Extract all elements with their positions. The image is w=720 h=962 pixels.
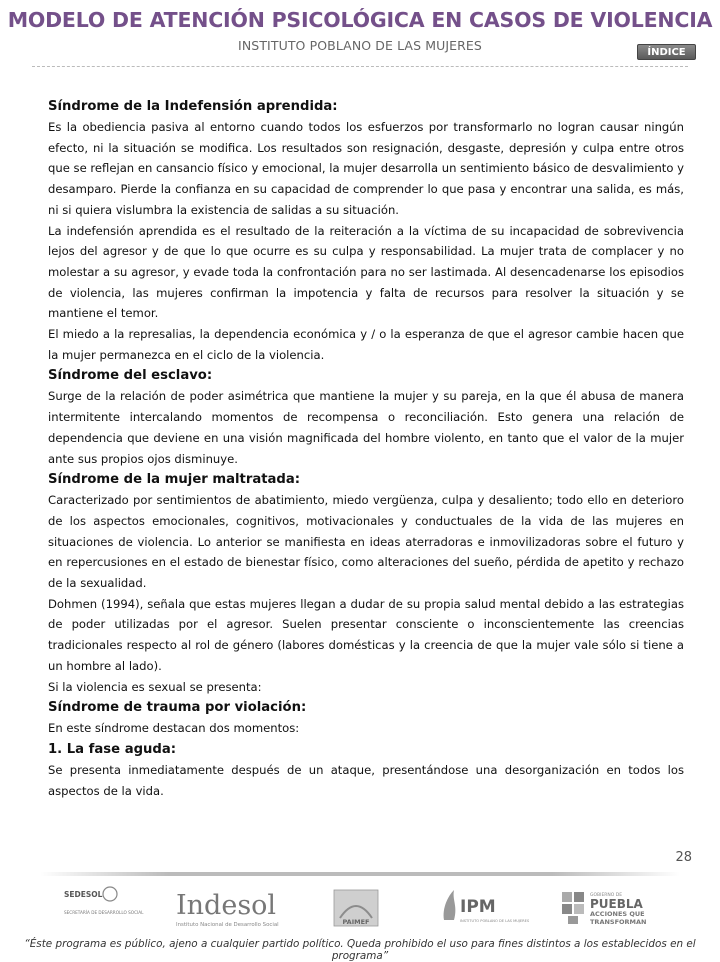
section-heading: Síndrome de trauma por violación: xyxy=(48,700,307,716)
section-heading: 1. La fase aguda: xyxy=(48,741,177,757)
puebla-logo xyxy=(560,884,690,940)
paragraph: En este síndrome destacan dos momentos: xyxy=(48,721,300,736)
section-mujer-maltratada xyxy=(48,469,684,697)
footer-logos xyxy=(48,884,690,944)
paragraph: Surge de la relación de poder asimétrica que mantiene la mujer y su pareja, en la que él abusa de manera intermitente intercalando momentos de recompensa o reconciliación. Esto genera una relación de dependencia que deviene en una visión magnificada del hombre violento, en tanto que el valor de la mujer ante sus propios ojos disminuye. xyxy=(48,389,684,466)
section-trauma-violacion xyxy=(48,697,684,739)
section-heading: Síndrome del esclavo: xyxy=(48,368,213,384)
paragraph: Es la obediencia pasiva al entorno cuando todos los esfuerzos por transformarlo no logran causar ningún efecto, ni la situación se modifica. Los resultados son resignación, desgaste, depresión y culpa entre otros que se reflejan en cansancio físico y emocional, la mujer desarrolla un sentimiento básico de desvalimiento y desamparo. Pierde la confianza en su capacidad de comprender lo que pasa y encontrar una salida, es más, ni si quiera vislumbra la existencia de salidas a su situación. xyxy=(48,120,684,217)
paragraph: Si la violencia es sexual se presenta: xyxy=(48,679,262,694)
sedesol-subtitle: SECRETARÍA DE DESARROLLO SOCIAL xyxy=(64,910,144,915)
seal-icon xyxy=(103,887,117,901)
section-fase-aguda xyxy=(48,739,684,801)
footer-disclaimer: “Éste programa es público, ajeno a cualquier partido político. Queda prohibido el uso para fines distintos a los establecidos en el programa” xyxy=(24,938,696,962)
sedesol-wordmark: SEDESOL xyxy=(64,890,103,899)
puebla-wordmark: PUEBLA xyxy=(590,897,643,911)
sedesol-logo xyxy=(62,884,144,940)
section-esclavo xyxy=(48,365,684,469)
ipm-subtitle: INSTITUTO POBLANO DE LAS MUJERES xyxy=(460,919,530,923)
indesol-wordmark: Indesol xyxy=(176,890,277,921)
indesol-subtitle: Instituto Nacional de Desarrollo Social xyxy=(176,922,279,928)
institution-subtitle: INSTITUTO POBLANO DE LAS MUJERES xyxy=(238,38,482,53)
paragraph: La indefensión aprendida es el resultado de la reiteración a la víctima de su incapacidad de sobrevivencia lejos del agresor y de que lo que ocurre es su culpa y responsabilidad. La mujer trata de complacer y no molestar a su agresor, y evade toda la confrontación para no ser lastimada. Al desencadenarse los episodios de violencia, las mujeres confirman la impotencia y falta de recursos para resolver la situación y se mantiene el temor. xyxy=(48,223,684,321)
puebla-tagline-1: ACCIONES QUE xyxy=(590,910,645,918)
section-heading: Síndrome de la Indefensión aprendida: xyxy=(48,99,338,114)
flame-icon xyxy=(444,890,456,920)
paimef-logo xyxy=(332,884,380,940)
puebla-top-text: GOBIERNO DE xyxy=(590,893,623,898)
section-indefension xyxy=(48,96,684,365)
paimef-wordmark: PAIMEF xyxy=(342,918,370,926)
puebla-tagline-2: TRANSFORMAN xyxy=(590,918,647,926)
ipm-logo xyxy=(438,884,530,940)
paragraph: Se presenta inmediatamente después de un ataque, presentándose una desorganización en todos los aspectos de la vida. xyxy=(48,762,684,798)
paragraph: Dohmen (1994), señala que estas mujeres llegan a dudar de su propia salud mental debido a las estrategias de poder utilizadas por el agresor. Suelen presentar consciente o inconscientemente las creencias tradicionales respecto al rol de género (labores domésticas y la creencia de que la mujer vale sólo si tiene a un hombre al lado). xyxy=(48,596,684,673)
page-number: 28 xyxy=(675,850,692,865)
page-content xyxy=(48,96,684,801)
ipm-wordmark: IPM xyxy=(460,897,496,917)
document-title: MODELO DE ATENCIÓN PSICOLÓGICA EN CASOS DE VIOLENCIA xyxy=(7,8,713,32)
paragraph: El miedo a la represalias, la dependencia económica y / o la esperanza de que el agresor cambie hacen que la mujer permanezca en el ciclo de la violencia. xyxy=(48,327,684,362)
paragraph: Caracterizado por sentimientos de abatimiento, miedo vergüenza, culpa y desaliento; todo ello en deterioro de los aspectos emocionales, cognitivos, motivacionales y conductuales de la vida de las mujeres en situaciones de violencia. Lo anterior se manifiesta en ideas aterradoras e inmovilizadoras sobre el futuro y en repercusiones en el estado de bienestar físico, como alteraciones del sueño, pérdida de apetito y rechazo de la sexualidad. xyxy=(48,493,684,591)
header-divider xyxy=(32,66,688,67)
indesol-logo xyxy=(174,884,304,940)
footer-divider xyxy=(40,872,680,876)
section-heading: Síndrome de la mujer maltratada: xyxy=(48,472,301,488)
index-button[interactable]: ÍNDICE xyxy=(637,44,696,60)
